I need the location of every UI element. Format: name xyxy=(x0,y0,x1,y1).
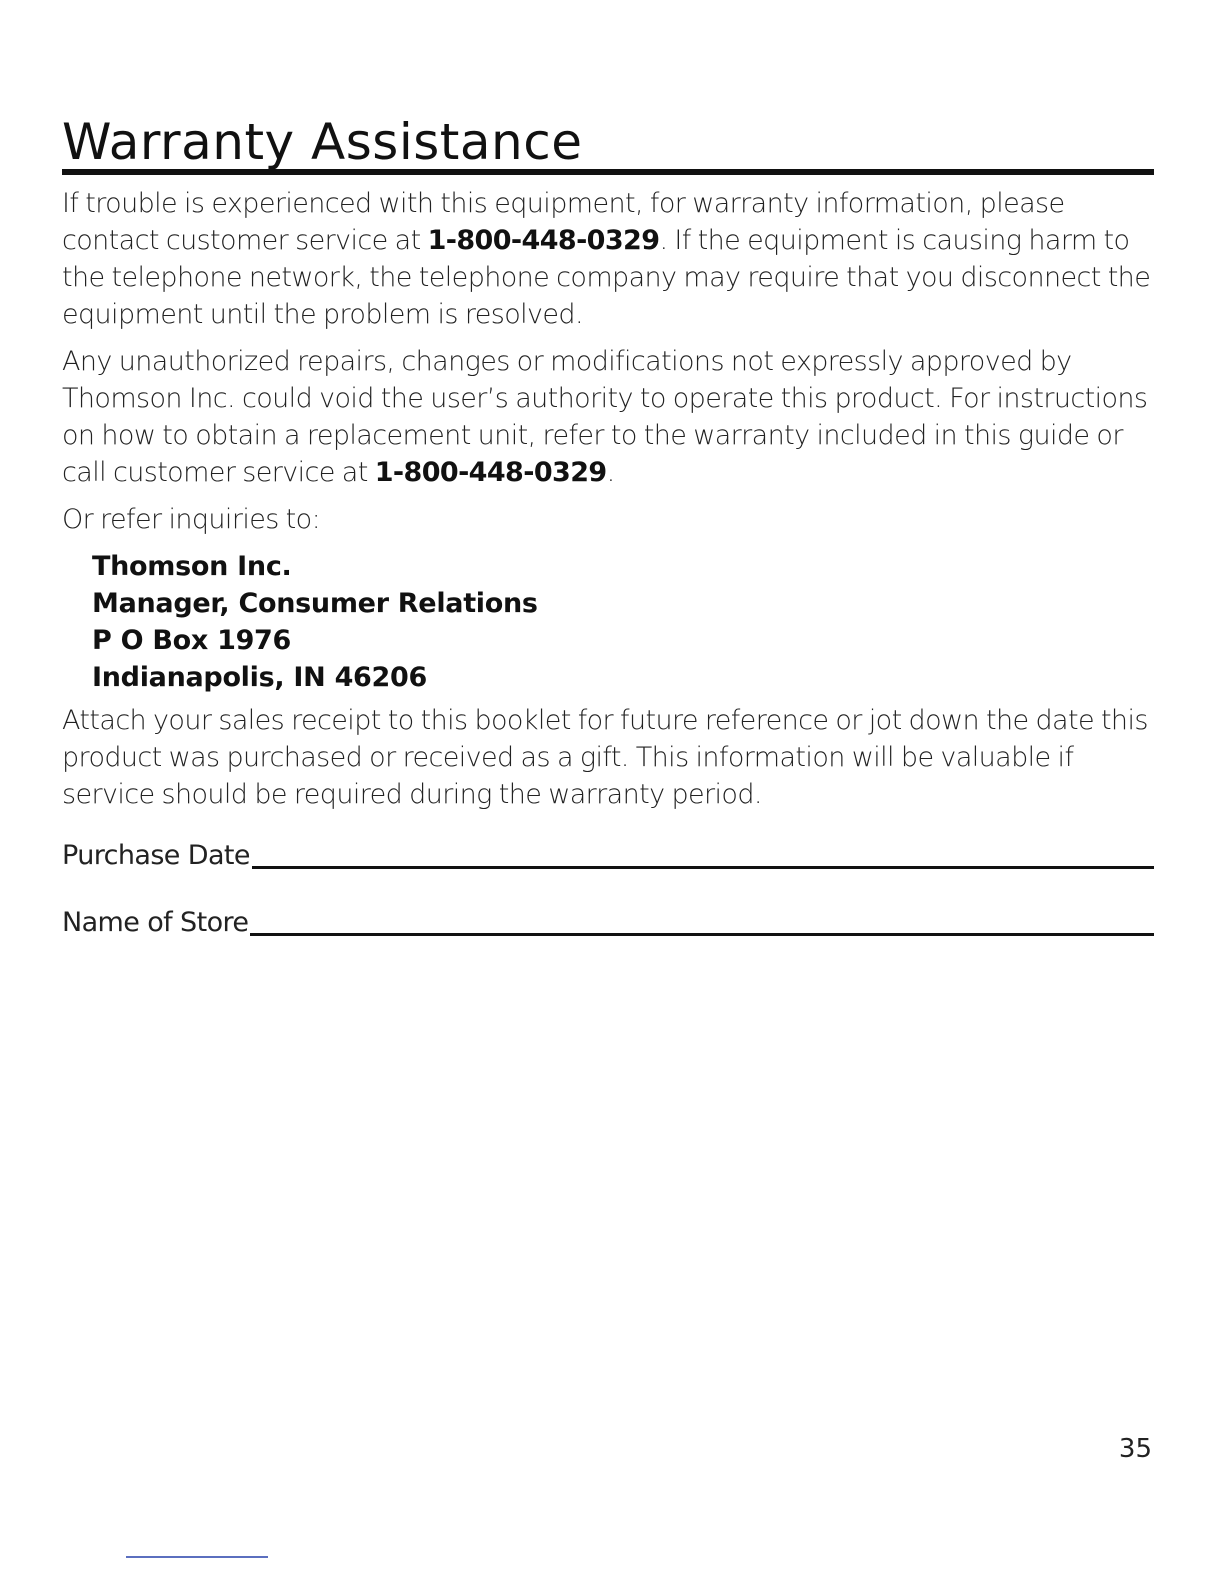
address-department: Manager, Consumer Relations xyxy=(92,588,538,619)
paragraph1-text-before: If trouble is experienced with this equipment, for warranty information, please contact customer service at xyxy=(62,188,1065,256)
store-name-label: Name of Store xyxy=(62,907,249,938)
store-name-blank-line xyxy=(250,933,1154,936)
warranty-contact-paragraph xyxy=(62,185,1154,333)
customer-service-phone: 1-800-448-0329 xyxy=(427,225,660,256)
address-po-box: P O Box 1976 xyxy=(92,625,292,656)
mailing-address xyxy=(92,548,1154,696)
paragraph2-text-before: Any unauthorized repairs, changes or modifications not expressly approved by Thomson Inc. could void the user’s authority to operate this product. For instructions on how to obtain a replacement unit, refer to the warranty included in this guide or call customer service at xyxy=(62,346,1148,488)
paragraph2-text-after: . xyxy=(606,457,615,488)
page-title: Warranty Assistance xyxy=(62,113,583,171)
purchase-date-blank-line xyxy=(252,866,1154,869)
store-name-field xyxy=(62,904,1154,941)
warranty-page xyxy=(62,112,1154,941)
paragraph1-text-after: . If the equipment is causing harm to the telephone network, the telephone company may require that you disconnect the equipment until the problem is resolved. xyxy=(62,225,1151,330)
unauthorized-repairs-paragraph xyxy=(62,343,1154,491)
sales-receipt-paragraph: Attach your sales receipt to this booklet for future reference or jot down the date this product was purchased or received as a gift. This information will be valuable if service should be required during the warranty period. xyxy=(62,705,1148,810)
purchase-date-label: Purchase Date xyxy=(62,840,250,871)
inquiries-intro: Or refer inquiries to: xyxy=(62,504,321,535)
footer-rule xyxy=(126,1556,268,1558)
address-city-state-zip: Indianapolis, IN 46206 xyxy=(92,662,428,693)
page-number: 35 xyxy=(1118,1434,1152,1464)
purchase-date-field xyxy=(62,837,1154,874)
customer-service-phone-2: 1-800-448-0329 xyxy=(374,457,607,488)
address-company: Thomson Inc. xyxy=(92,551,292,582)
